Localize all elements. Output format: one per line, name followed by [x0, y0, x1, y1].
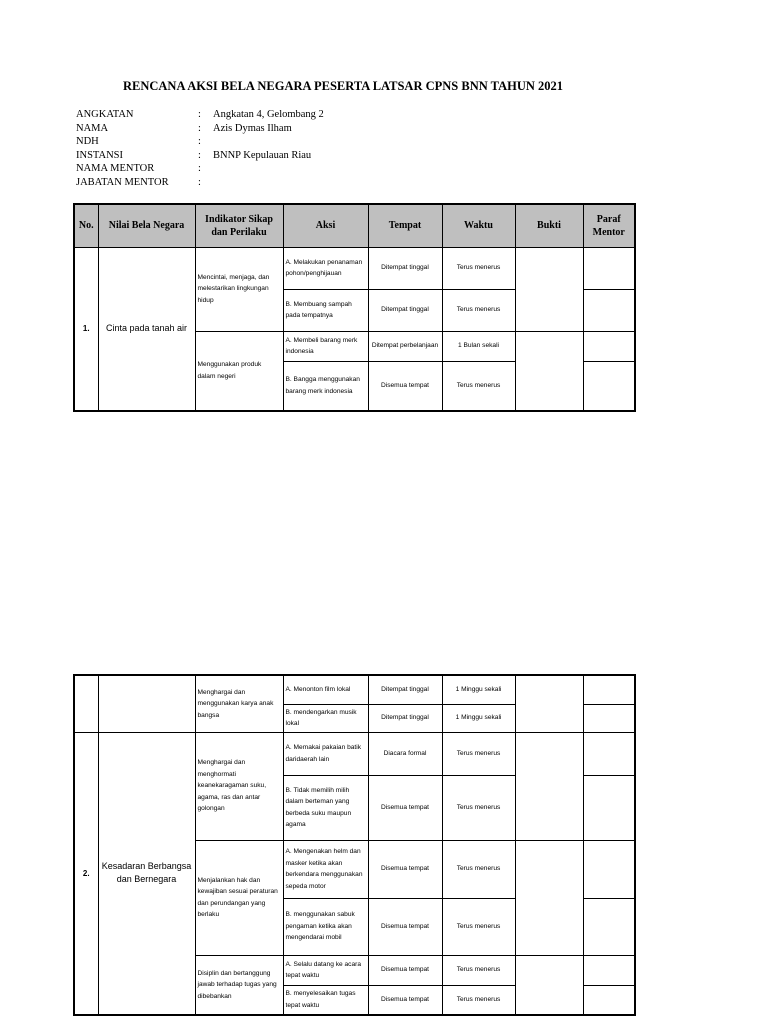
header-tempat: Tempat	[368, 204, 442, 247]
tempat-cell: Disemua tempat	[368, 985, 442, 1015]
waktu-cell: Terus menerus	[442, 361, 515, 411]
tempat-cell: Disemua tempat	[368, 955, 442, 985]
aksi-cell: B. Membuang sampah pada tempatnya	[283, 289, 368, 331]
waktu-cell: Terus menerus	[442, 247, 515, 289]
info-label: INSTANSI	[76, 149, 123, 161]
paraf-cell	[583, 247, 635, 289]
waktu-cell: Terus menerus	[442, 775, 515, 840]
tempat-cell: Ditempat perbelanjaan	[368, 331, 442, 361]
aksi-cell: B. mendengarkan musik lokal	[283, 704, 368, 732]
header-no: No.	[74, 204, 98, 247]
indikator-cell: Menghargai dan menghormati keanekaragaman suku, agama, ras dan antar golongan	[195, 732, 283, 840]
paraf-cell	[583, 361, 635, 411]
paraf-cell	[583, 898, 635, 955]
tempat-cell: Ditempat tinggal	[368, 704, 442, 732]
waktu-cell: 1 Minggu sekali	[442, 704, 515, 732]
table-row	[74, 732, 635, 775]
paraf-cell	[583, 704, 635, 732]
header-aksi: Aksi	[283, 204, 368, 247]
action-plan-table-1	[73, 203, 636, 412]
waktu-cell: Terus menerus	[442, 840, 515, 898]
info-colon: :	[198, 163, 201, 175]
indikator-cell: Menjalankan hak dan kewajiban sesuai peraturan dan perundangan yang berlaku	[195, 840, 283, 955]
tempat-cell: Ditempat tinggal	[368, 247, 442, 289]
paraf-cell	[583, 955, 635, 985]
row-number: 2.	[74, 732, 98, 1015]
paraf-cell	[583, 675, 635, 704]
info-block	[76, 108, 513, 190]
paraf-cell	[583, 289, 635, 331]
table-row	[74, 675, 635, 704]
nilai-cell: Kesadaran Berbangsa dan Bernegara	[98, 732, 195, 1015]
info-row-nama-mentor	[76, 162, 513, 176]
bukti-cell	[515, 732, 583, 840]
info-label: NAMA MENTOR	[76, 163, 155, 175]
info-row-nama	[76, 122, 513, 136]
info-label: NAMA	[76, 122, 109, 134]
aksi-cell: B. Tidak memilih milih dalam berteman yang berbeda suku maupun agama	[283, 775, 368, 840]
info-colon: :	[198, 149, 201, 161]
paraf-cell	[583, 331, 635, 361]
tempat-cell: Disemua tempat	[368, 898, 442, 955]
waktu-cell: 1 Minggu sekali	[442, 675, 515, 704]
header-waktu: Waktu	[442, 204, 515, 247]
table-row	[74, 247, 635, 289]
indikator-cell: Mencintai, menjaga, dan melestarikan lingkungan hidup	[195, 247, 283, 331]
info-value: Angkatan 4, Gelombang 2	[213, 109, 324, 120]
header-nilai: Nilai Bela Negara	[98, 204, 195, 247]
waktu-cell: Terus menerus	[442, 289, 515, 331]
info-colon: :	[198, 122, 201, 134]
indikator-cell: Menghargai dan menggunakan karya anak bangsa	[195, 675, 283, 732]
bukti-cell	[515, 955, 583, 1015]
bukti-cell	[515, 247, 583, 331]
row-number	[74, 675, 98, 732]
tempat-cell: Diacara formal	[368, 732, 442, 775]
info-value	[213, 162, 513, 176]
info-row-angkatan	[76, 108, 513, 122]
tempat-cell: Disemua tempat	[368, 840, 442, 898]
info-value	[213, 176, 513, 190]
aksi-cell: A. Mengenakan helm dan masker ketika akan berkendara menggunakan sepeda motor	[283, 840, 368, 898]
waktu-cell: Terus menerus	[442, 985, 515, 1015]
header-bukti: Bukti	[515, 204, 583, 247]
info-value: Azis Dymas Ilham	[213, 122, 292, 134]
nilai-cell: Cinta pada tanah air	[98, 247, 195, 411]
tempat-cell: Ditempat tinggal	[368, 289, 442, 331]
info-colon: :	[198, 109, 201, 120]
action-plan-table-2	[73, 674, 636, 1016]
tempat-cell: Disemua tempat	[368, 775, 442, 840]
aksi-cell: B. menggunakan sabuk pengaman ketika akan mengendarai mobil	[283, 898, 368, 955]
info-label: JABATAN MENTOR	[76, 176, 169, 188]
paraf-cell	[583, 840, 635, 898]
header-indikator: Indikator Sikap dan Perilaku	[195, 204, 283, 247]
page-title: RENCANA AKSI BELA NEGARA PESERTA LATSAR CPNS BNN TAHUN 2021	[122, 79, 564, 93]
tempat-cell: Disemua tempat	[368, 361, 442, 411]
bukti-cell	[515, 840, 583, 955]
paraf-cell	[583, 732, 635, 775]
info-colon: :	[198, 136, 201, 148]
aksi-cell: A. Membeli barang merk indonesia	[283, 331, 368, 361]
paraf-cell	[583, 775, 635, 840]
info-row-instansi	[76, 149, 513, 163]
waktu-cell: 1 Bulan sekali	[442, 331, 515, 361]
row-number: 1.	[74, 247, 98, 411]
aksi-cell: A. Melakukan penanaman pohon/penghijauan	[283, 247, 368, 289]
aksi-cell: B. Bangga menggunakan barang merk indonesia	[283, 361, 368, 411]
aksi-cell: B. menyelesaikan tugas tepat waktu	[283, 985, 368, 1015]
tempat-cell: Ditempat tinggal	[368, 675, 442, 704]
aksi-cell: A. Selalu datang ke acara tepat waktu	[283, 955, 368, 985]
info-row-ndh	[76, 135, 513, 149]
info-colon: :	[198, 176, 201, 188]
info-label: NDH	[76, 136, 99, 148]
waktu-cell: Terus menerus	[442, 898, 515, 955]
indikator-cell: Disiplin dan bertanggung jawab terhadap tugas yang dibebankan	[195, 955, 283, 1015]
bukti-cell	[515, 331, 583, 411]
indikator-cell: Menggunakan produk dalam negeri	[195, 331, 283, 411]
aksi-cell: A. Memakai pakaian batik daridaerah lain	[283, 732, 368, 775]
table-header-row	[74, 204, 635, 247]
info-value: BNNP Kepulauan Riau	[213, 149, 312, 161]
aksi-cell: A. Menonton film lokal	[283, 675, 368, 704]
waktu-cell: Terus menerus	[442, 732, 515, 775]
info-row-jabatan-mentor	[76, 176, 513, 190]
bukti-cell	[515, 675, 583, 732]
info-value	[213, 135, 513, 149]
info-label: ANGKATAN	[76, 109, 134, 120]
nilai-cell	[98, 675, 195, 732]
header-paraf: Paraf Mentor	[583, 204, 635, 247]
paraf-cell	[583, 985, 635, 1015]
waktu-cell: Terus menerus	[442, 955, 515, 985]
